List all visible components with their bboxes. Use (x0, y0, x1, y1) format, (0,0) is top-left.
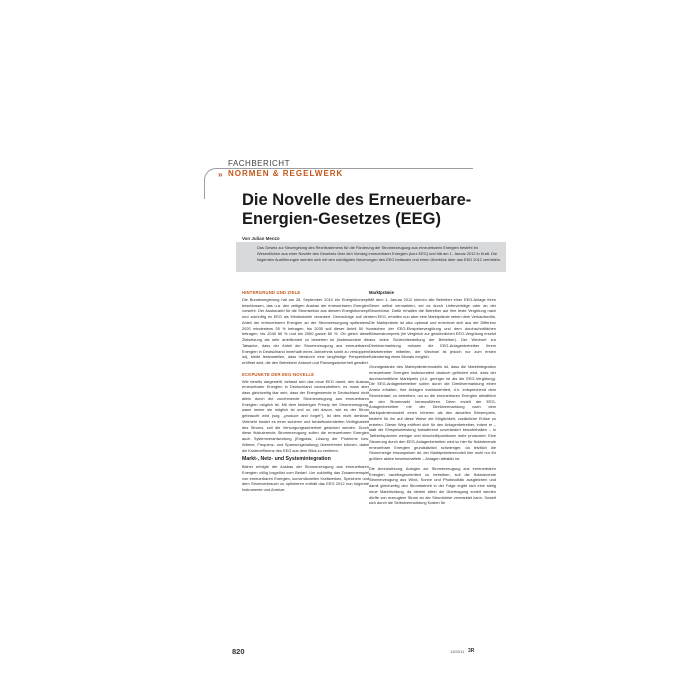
issue-tag: 3R (468, 648, 475, 654)
section-label: NORMEN & REGELWERK (228, 169, 344, 178)
author-byline: Von Julian Menzo (242, 236, 280, 241)
heading-eckpunkte: ECKPUNKTE DER EEG-NOVELLE (242, 371, 315, 377)
paragraph: Die Anreizwirkung, Anlagen zur Stromerzeugung aus erneuerbaren Energien nachfrageorientiert zu betreiben, soll die fluktuierende Stromerzeugung aus Wind, Sonne und Photovoltaik ausgleichen und damit gleichzeitig den Strombetrieb in der Folge ergibt sich eine stetig neue Marktrichtung, da hierbei allein die Übertragung erzielt werden dürfte von erzeugtem Strom an der Strombörse vermarktet kann. Soweit sich durch die Selbstvermarktung Kosten für (369, 465, 496, 506)
paragraph: Wie bereits dargestellt, befasst sich das neue EEG damit, den Ausbau erneuerbarer Energien in Deutschland voranzutreiben, es muss aber dass gleichzeitig klar sein, dass der Energiewende in Deutschland nicht allein durch die zunehmende Stromerzeugung aus erneuerbaren Energien möglich ist. Mit dem bisherigen Prinzip der Stromerzeugung, wann immer sie möglich ist und so viel davon, wie es der Strom gebraucht wird (sog. „produce and forget"), ist dies nicht denkbar. Vielmehr bedarf es einer sicheren und bedarfsorientierten Verfügbarkeit des Stroms, soll die Versorgungssicherheit gesichert werden. Durch diese fluktuierende Stromerzeugung sollen die erneuerbaren Energien auch Systemverantwortung (Engpass, Lösung der Probleme bzw. Wärme, Frequenz- und Spannungshaltung) übernehmen können, dabei die Kosteneffizienz des EEG aus dem Blick zu verlieren. (242, 378, 369, 453)
paragraph: Bisher erfolgte der Ausbau der Stromerzeugung aus erneuerbaren Energien völlig losgelöst vom Bedarf. Um zukünftig das Zusammenspiel von erneuerbaren Energien, konventionellen Kraftwerken, Speichern und dem Stromverbrauch zu optimieren enthält das EEG 2012 nun folgende Instrumente und Anreize: (242, 464, 369, 492)
double-chevron-icon: » (218, 170, 223, 179)
paragraph: Mit dem 1. Januar 2012 können alle Betreiber einer EEG-Anlage ihren Strom selbst vermarkten, sei es durch Lieferverträge oder an der Strombörse. Dafür erhalten die Betreiber auf ihre feste Vergütung nach dem EEG, erhalten nun aber eine Marktprämie neben dem Verkaufserlös. Die Marktprämie ist also optional und errechnet sich aus der Differenz zwischen der EEG-Einspeisevergütung und dem durchschnittlichen Börsenstrompreis (im Vergleich zur gewöhnlichen EEG-Vergütung ersetzt aus keine Schlechterstellung der Betreiber). Der Wechsel zur Direktvermarktung müssen die EEG-Anlagenbetreiber ihrem Netzbetreiber mitteilen, der Wechsel ist jedoch nur zum ersten Kalendertag eines Monats möglich. (369, 296, 496, 360)
article-title (242, 191, 572, 229)
heading-hintergrund: HINTERGRUND UND ZIELE (242, 290, 301, 295)
heading-marktintegration: Markt-, Netz- und Systemintegration (242, 456, 331, 463)
right-column (369, 290, 496, 507)
left-column (242, 290, 369, 494)
title-line-1: Die Novelle des Erneuerbare- (242, 191, 472, 209)
page-number: 820 (232, 647, 245, 656)
lead-text: Das Gesetz zur Neuregelung des Rechtsrahmens für die Förderung der Stromerzeugung aus erneuerbaren Energien besteht im Wesentlichen aus einer Novelle des Gesetzes über den Vorrang erneuerbarer Energien (kurz EEG) und tritt am 1. Januar 2012 in Kraft. Die folgenden Ausführungen werden sich mit den wichtigsten Neuerungen des EEG befassen und einen Überblick über das EEG 2012 vermitteln. (257, 245, 501, 262)
issue-label: 13/2011 (450, 649, 465, 654)
section-header (218, 158, 488, 192)
title-line-2: Energien-Gesetzes (EEG) (242, 210, 441, 228)
paragraph: Grundgedanke des Marktprämienmodells ist, dass die Marktintegration erneuerbarer Energien insbesondere dadurch gefördert wird, dass der durchschnittliche Marktpreis (d.h. geringer ist als die EEG-Vergütung). Die EEG-Anlagenbetreiber sollen durch die Direktvermarktung einen Anreiz erhalten, ihre Anlagen marktorientiert, d.h. entsprechend dem Strombedarf, zu betreiben, um so die erneuerbaren Energien allmählich an den Strommarkt heranzuführen. Denn erzielt der EEG-Anlagenbetreiber mit der Direktvermarktung nach dem Marktprämienmodell einen höheren als den aktuellen Börsenpreis, besteht für ihn auf diese Weise die Möglichkeit, zusätzliche Erlöse zu erzielen. Dieser Weg eröffnet sich für den Anlagenbetreiber, indem er – statt die Einspeiseleistung fortwährend unverändert beizubehalten – in Tarifzeitspannen weniger und einschnittpositionen mehr produziert. Eine Steuerung durch den EEG-Anlagenbetreiber wird so hier für fluktuierende erneuerbare Energien grundsätzlich schwieriger, da letztlich die Strommenge einzuspeisen ist, der Marktprämienmodell hier wohl nur für größere aktive bewirtschaftete – Anlagen attraktiv ist. (369, 364, 496, 461)
kicker-label: FACHBERICHT (228, 159, 290, 168)
heading-marktpraemie: Marktprämie (369, 290, 394, 295)
paragraph: Die Bundesregierung hat am 28. September 2010 ein Energiekonzept beschlossen, das u.a. den zeitigen Ausbau der erneuerbaren Energien vorsieht. Der Ausbauziel für die Stromsektor aus diesem Energiekonzept und zukünftig im EEG als Mindestziele verankert. Demzufolge soll der Anteil der erneuerbaren Energien an der Stromversorgung spätestens 2020 mindestens 35 % betragen, bis 2030 soll dieser Anteil 50 % betragen, bis 2040 65 % und bis 2050 ganze 80 %. Ob gleich diese Zielsetzung als sehr ambitioniert zu bewerten ist (insbesondere die Tatsache, dass der Anteil der Stromerzeugung aus erneuerbaren Energien in Deutschland innerhalb eines Jahrzehnts somit zu verdoppeln ist), bleibt festzustellen, dass hierdurch eine langfristige Perspektive eröffnet wird, die den Betreibern Antwort und Planungssicherheit gewährt. (242, 296, 369, 365)
